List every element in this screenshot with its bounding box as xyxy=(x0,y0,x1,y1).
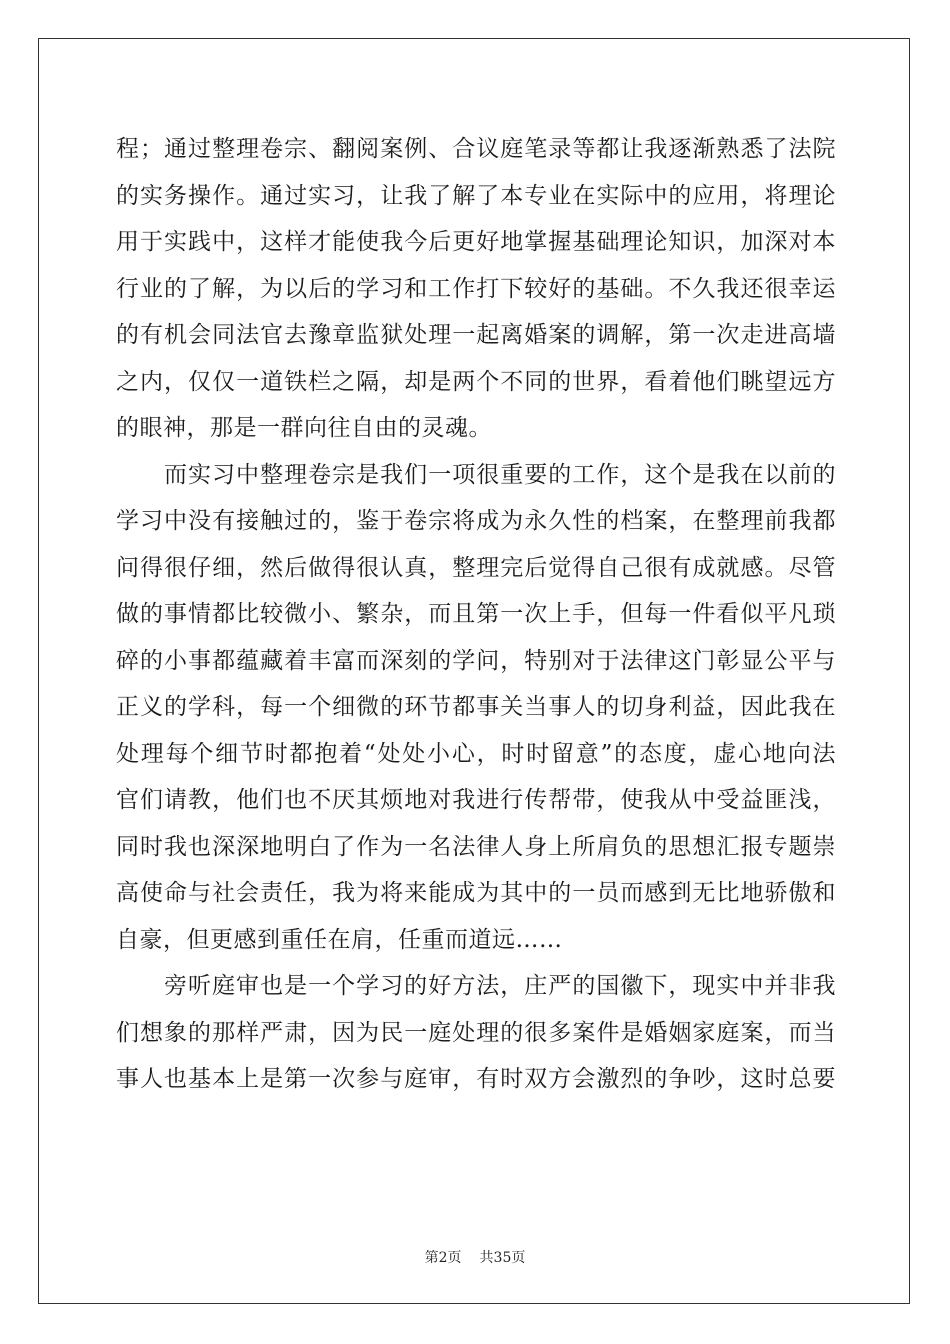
text-line: 旁听庭审也是一个学习的好方法，庄严的国徽下，现实中并非我 xyxy=(164,973,836,999)
text-line: 学习中没有接触过的，鉴于卷宗将成为永久性的档案，在整理前我都 xyxy=(116,508,836,534)
text-line: 的眼神，那是一群向往自由的灵魂。 xyxy=(116,415,492,441)
text-line: 做的事情都比较微小、繁杂，而且第一次上手，但每一件看似平凡琐 xyxy=(116,601,836,627)
text-line: 之内，仅仅一道铁栏之隔，却是两个不同的世界，看着他们眺望远方 xyxy=(116,368,836,395)
text-line: 程；通过整理卷宗、翻阅案例、合议庭笔录等都让我逐渐熟悉了法院 xyxy=(116,136,836,162)
text-line: 们想象的那样严肃，因为民一庭处理的很多案件是婚姻家庭案，而当 xyxy=(116,1019,836,1046)
text-line: 同时我也深深地明白了作为一名法律人身上所肩负的思想汇报专题崇 xyxy=(116,833,836,860)
text-line: 碎的小事都蕴藏着丰富而深刻的学问，特别对于法律这门彰显公平与 xyxy=(116,647,836,674)
total-pages: 共35页 xyxy=(479,1250,526,1266)
text-line: 问得很仔细，然后做得很认真，整理完后觉得自己很有成就感。尽管 xyxy=(116,554,836,581)
text-line: 自豪，但更感到重任在肩，任重而道远…… xyxy=(116,926,563,953)
page-number: 第2页 xyxy=(424,1250,462,1266)
text-line: 的有机会同法官去豫章监狱处理一起离婚案的调解，第一次走进高墙 xyxy=(116,322,836,348)
text-line: 正义的学科，每一个细微的环节都事关当事人的切身利益，因此我在 xyxy=(116,694,836,720)
text-line: 高使命与社会责任，我为将来能成为其中的一员而感到无比地骄傲和 xyxy=(116,880,836,906)
text-line: 处理每个细节时都抱着“处处小心，时时留意”的态度，虚心地向法 xyxy=(116,740,836,767)
text-line: 的实务操作。通过实习，让我了解了本专业在实际中的应用，将理论 xyxy=(116,182,836,209)
text-line: 行业的了解，为以后的学习和工作打下较好的基础。不久我还很幸运 xyxy=(116,275,836,302)
text-line: 官们请教，他们也不厌其烦地对我进行传帮带，使我从中受益匪浅， xyxy=(116,787,836,813)
text-line: 而实习中整理卷宗是我们一项很重要的工作，这个是我在以前的 xyxy=(164,461,836,488)
text-line: 事人也基本上是第一次参与庭审，有时双方会激烈的争吵，这时总要 xyxy=(116,1066,836,1092)
body-text xyxy=(116,126,836,1103)
page-footer xyxy=(0,1247,950,1267)
text-line: 用于实践中，这样才能使我今后更好地掌握基础理论知识，加深对本 xyxy=(116,229,836,255)
